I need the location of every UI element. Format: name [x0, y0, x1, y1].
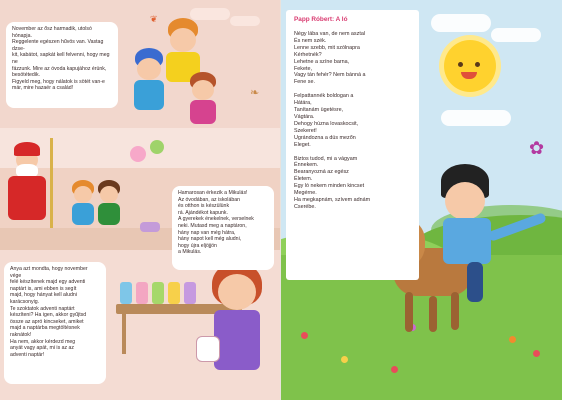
poem-stanza: [294, 156, 411, 211]
poem-line: Kérhetnék?: [294, 51, 322, 58]
calendar-figure: [168, 282, 180, 304]
poem-line: És nem szék.: [294, 37, 327, 44]
text-line: majd, hogy hányat kell aludni: [10, 292, 77, 299]
boy-face: [137, 58, 161, 80]
poem-line: Megérne.: [294, 190, 317, 197]
balloon-icon: [150, 140, 164, 154]
text-line: Anya azt mondta, hogy november vége: [10, 266, 88, 279]
boy-shirt: [98, 203, 120, 225]
text-line: és otthon is készülünk: [178, 203, 230, 210]
girl-dress: [72, 203, 94, 225]
girl-face: [74, 186, 92, 203]
poem-line: Hátára,: [294, 100, 312, 107]
text-line: készíteni? Ha igen, akkor gyűjtsd: [10, 312, 87, 319]
cloud-shape: [230, 16, 260, 26]
text-line: kit, kabátot, sapkát kell felvenni, hogy meg ne: [12, 52, 110, 65]
text-line: Reggelente egészen hűvös van. Vastag dzse-: [12, 39, 104, 52]
calendar-figure: [136, 282, 148, 304]
poem-line: Fene se.: [294, 79, 315, 86]
santa-coat: [8, 176, 46, 220]
flower-icon: [509, 336, 516, 343]
poem-line: Énnekem.: [294, 162, 319, 169]
cloud-shape: [491, 28, 541, 42]
text-line: Az óvodában, az iskolában: [178, 196, 241, 203]
poem-stanza: [294, 93, 411, 148]
text-line: karácsonyig.: [10, 298, 40, 305]
text-line: besötétedik.: [12, 72, 40, 79]
poem-line: Lenne szebb, mit szólnapra: [294, 44, 360, 51]
flower-icon: [301, 332, 308, 339]
flower-icon: [341, 356, 348, 363]
cloud-shape: [190, 8, 230, 20]
text-line: hogy újra eljöjjön: [178, 242, 217, 249]
poem-line: Felpattannék boldogan a: [294, 93, 354, 100]
boy-leg: [467, 262, 483, 302]
sun-eye: [458, 62, 463, 67]
poem-line: Szekeret!: [294, 127, 317, 134]
child-coat: [190, 100, 216, 124]
girl-face: [170, 28, 196, 52]
poem-line: Cserébe.: [294, 203, 316, 210]
advent-text-box: [4, 262, 106, 384]
boy-face: [445, 182, 485, 220]
cloud-shape: [441, 110, 511, 126]
calendar-figure: [152, 282, 164, 304]
pony-leg: [405, 292, 413, 332]
poem-line: Vágtára.: [294, 113, 315, 120]
flower-icon: [533, 350, 540, 357]
santa-hat: [14, 142, 40, 156]
text-line: anyát vagy apát, mi is az az: [10, 345, 75, 352]
poem-line: Életem.: [294, 176, 313, 183]
text-line: raknátok!: [10, 331, 32, 338]
calendar-figure: [184, 282, 196, 304]
child-face: [192, 80, 214, 100]
text-line: naptárt is, ami ebben is segít: [10, 285, 77, 292]
text-line: Ha nem, akkor kérdezd meg: [10, 338, 76, 345]
poem-text-box: [286, 10, 419, 280]
poem-line: Egy ló nekem minden kincset: [294, 183, 365, 190]
text-line: a Mikulás.: [178, 249, 202, 256]
text-line: felé készítenek majd egy adventi: [10, 279, 86, 286]
poem-line: Lehetne a színe barna,: [294, 58, 350, 65]
cloud-shape: [431, 14, 491, 32]
text-line: Te szoktatok adventi naptárt: [10, 305, 75, 312]
toy-icon: [140, 222, 160, 232]
text-line: hány nap van még hátra,: [178, 229, 236, 236]
poem-line: Dehogy húzna lovaskocsit,: [294, 120, 359, 127]
text-line: November az ősz harmadik, utolsó hónapja.: [12, 26, 92, 39]
text-line: Figyeld meg, hogy nálatok is sötét van-e: [12, 78, 105, 85]
poem-line: Bearanyozná az egész: [294, 169, 349, 176]
poem-line: Biztos tudod, mi a vágyam: [294, 155, 358, 162]
paper-calendar: [196, 336, 220, 362]
boy-shirt: [443, 218, 491, 264]
sun-eye: [475, 62, 480, 67]
text-line: össze az apró kincseket, amiket: [10, 318, 84, 325]
text-line: fázzunk. Mire az óvoda kapujához érünk,: [12, 65, 107, 72]
poem-stanza: [294, 31, 411, 86]
poem-line: Ugrándozna a dús mezőn: [294, 134, 356, 141]
text-line: hány napot kell még aludni,: [178, 236, 242, 243]
pony-leg: [451, 292, 459, 330]
poem-line: Vagy tán fehér? Nem bánná a: [294, 72, 366, 79]
butterfly-icon: ✿: [529, 138, 545, 158]
sun-icon: [444, 40, 496, 92]
text-line: majd a naptárba megtöltésnek: [10, 325, 80, 332]
pony-leg: [429, 296, 437, 332]
leaf-icon: ❧: [250, 87, 260, 99]
intro-text-box: [6, 22, 118, 108]
santa-staff: [50, 138, 53, 228]
mikulas-text-box: [172, 186, 274, 270]
text-line: már, mire hazaér a család!: [12, 85, 74, 92]
text-line: A gyerekek énekelnek, verselnek: [178, 216, 254, 223]
calendar-figure: [120, 282, 132, 304]
girl-face: [218, 274, 256, 310]
right-page: [281, 0, 562, 400]
boy-coat: [134, 80, 164, 110]
flower-icon: [391, 366, 398, 373]
poem-line: Eleget.: [294, 141, 311, 148]
text-line: rá. Ajándékot kapunk.: [178, 209, 228, 216]
leaf-icon: ❦: [150, 14, 158, 24]
poem-title: Papp Róbert: A ló: [294, 16, 348, 23]
poem-line: Négy lába van, de nem asztal: [294, 31, 366, 37]
girl-dress: [214, 310, 260, 370]
text-line: adventi naptár!: [10, 351, 45, 358]
text-line: Hamarosan érkezik a Mikulás!: [178, 190, 248, 196]
boy-face: [100, 186, 118, 203]
text-line: neki. Mutasd meg a naptáron,: [178, 222, 247, 229]
poem-line: Ha megkapnám, szívem adnám: [294, 196, 371, 203]
balloon-icon: [130, 146, 146, 162]
shelf-leg: [122, 314, 126, 354]
poem-line: Tanítanám ügetésre,: [294, 107, 344, 114]
poem-line: Fekete,: [294, 65, 312, 72]
